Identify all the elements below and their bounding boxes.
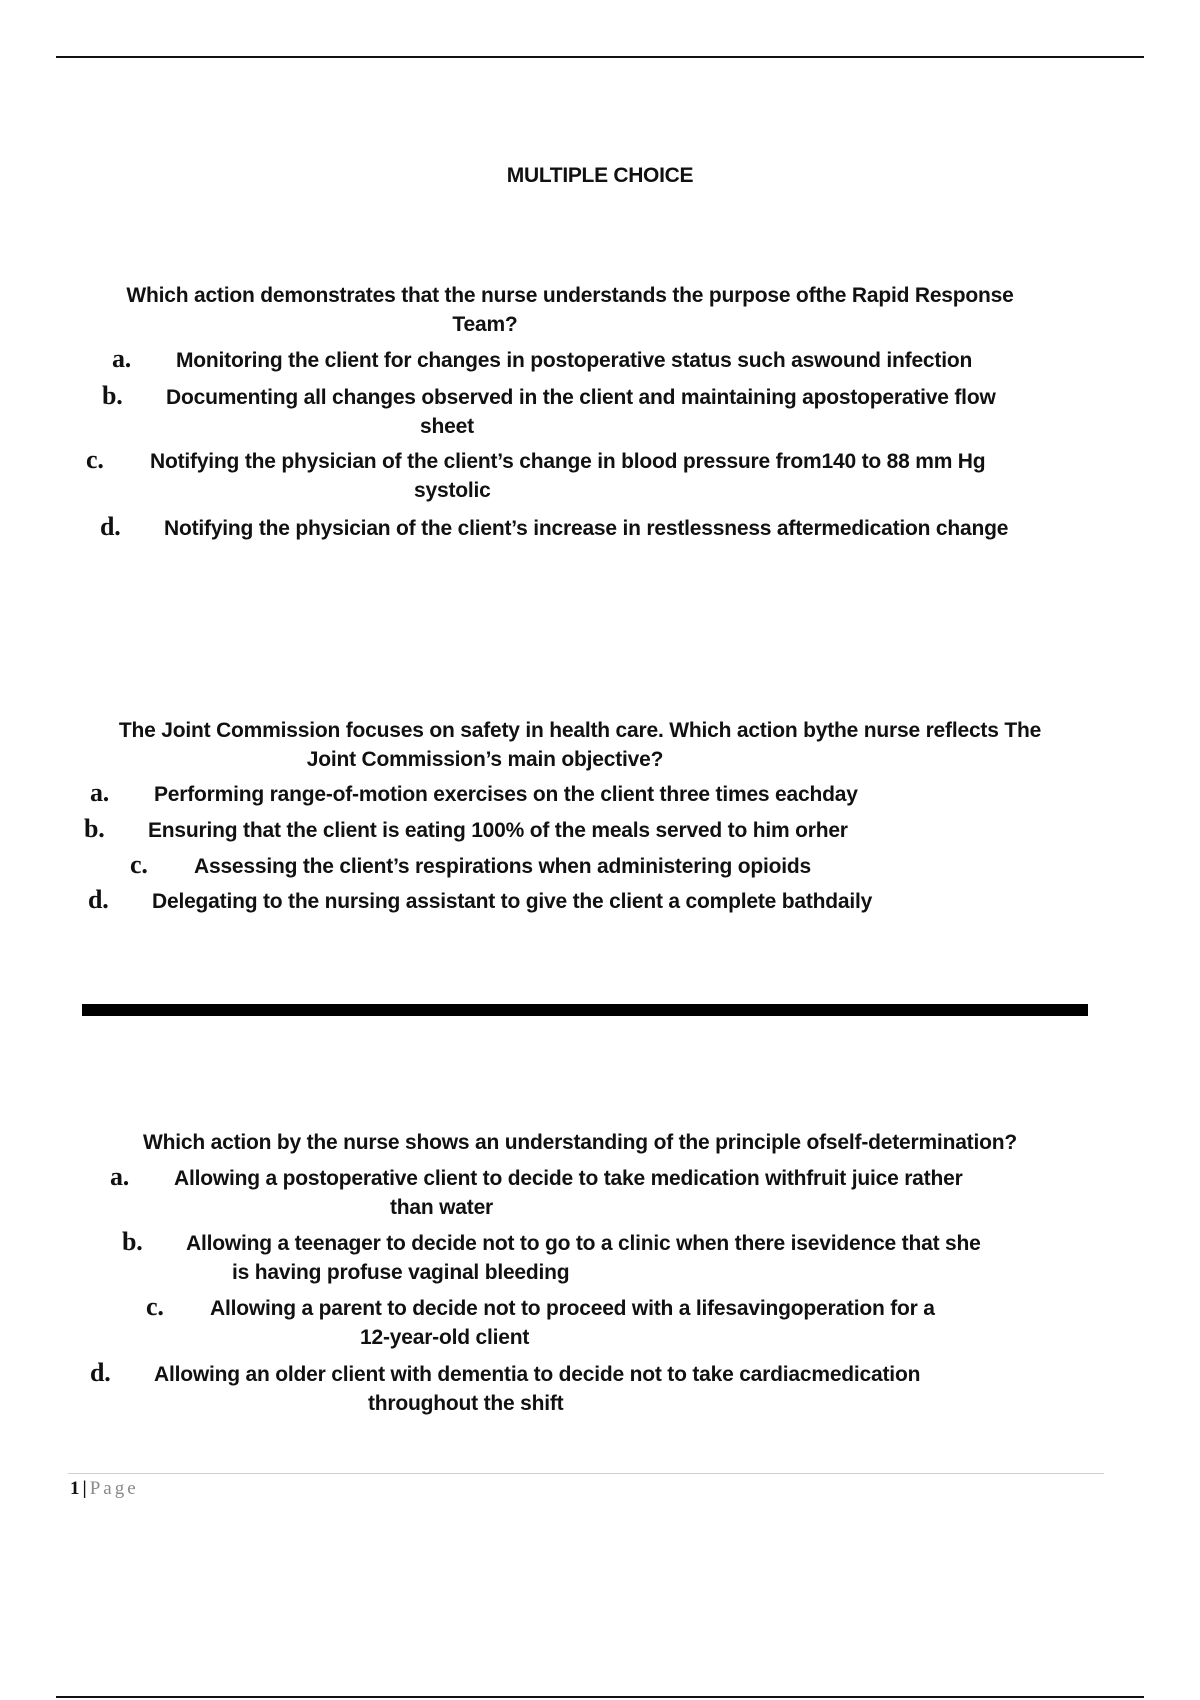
question-2-option-a[interactable]: a. Performing range-of-motion exercises on the client three times eachday [90,778,858,807]
option-letter: d. [90,1358,111,1387]
section-divider [82,1004,1088,1016]
footer-rule [68,1473,1104,1474]
question-2-option-c[interactable]: c. Assessing the client’s respirations when administering opioids [130,850,811,879]
option-letter: a. [112,344,132,373]
option-letter: d. [88,885,109,914]
page-footer [70,1478,139,1500]
question-3-stem: Which action by the nurse shows an understanding of the principle ofself-determination? [142,1131,1017,1154]
option-letter: c. [146,1292,164,1321]
question-3-option-d[interactable]: d. Allowing an older client with dementia to decide not to take cardiacmedication throughout the shift [90,1358,921,1415]
question-1-stem: Which action demonstrates that the nurse understands the purpose ofthe Rapid Response Team? [126,284,1014,336]
bottom-rule [56,1696,1144,1698]
option-letter: a. [110,1162,130,1191]
question-1-option-d[interactable]: d. Notifying the physician of the client’s increase in restlessness aftermedication change [100,512,1009,541]
footer-separator: | [82,1478,87,1499]
option-letter: d. [100,512,121,541]
option-letter: b. [122,1227,143,1256]
option-letter: c. [130,850,148,879]
question-3-option-c[interactable]: c. Allowing a parent to decide not to proceed with a lifesavingoperation for a 12-year-old client [146,1292,935,1349]
option-letter: c. [86,445,104,474]
option-letter: a. [90,778,110,807]
question-1-option-c[interactable]: c. Notifying the physician of the client’s change in blood pressure from140 to 88 mm Hg systolic [86,445,986,502]
option-letter: b. [102,381,123,410]
page-label: Page [89,1478,139,1499]
question-3-option-a[interactable]: a. Allowing a postoperative client to decide to take medication withfruit juice rather than water [110,1162,963,1219]
page-number: 1 [70,1478,80,1499]
question-1-option-a[interactable]: a. Monitoring the client for changes in postoperative status such aswound infection [112,344,973,373]
question-2-stem: The Joint Commission focuses on safety in health care. Which action bythe nurse reflects The Joint Commission’s main objective? [118,719,1042,771]
question-1-option-b[interactable]: b. Documenting all changes observed in the client and maintaining apostoperative flow sheet [102,381,996,438]
option-letter: b. [84,814,105,843]
question-3-option-b[interactable]: b. Allowing a teenager to decide not to go to a clinic when there isevidence that she is having profuse vaginal bleeding [122,1227,981,1284]
question-2-option-b[interactable]: b. Ensuring that the client is eating 100% of the meals served to him orher [84,814,848,843]
top-rule [56,56,1144,58]
question-2-option-d[interactable]: d. Delegating to the nursing assistant to give the client a complete bathdaily [88,885,873,914]
section-heading: MULTIPLE CHOICE [506,164,694,187]
